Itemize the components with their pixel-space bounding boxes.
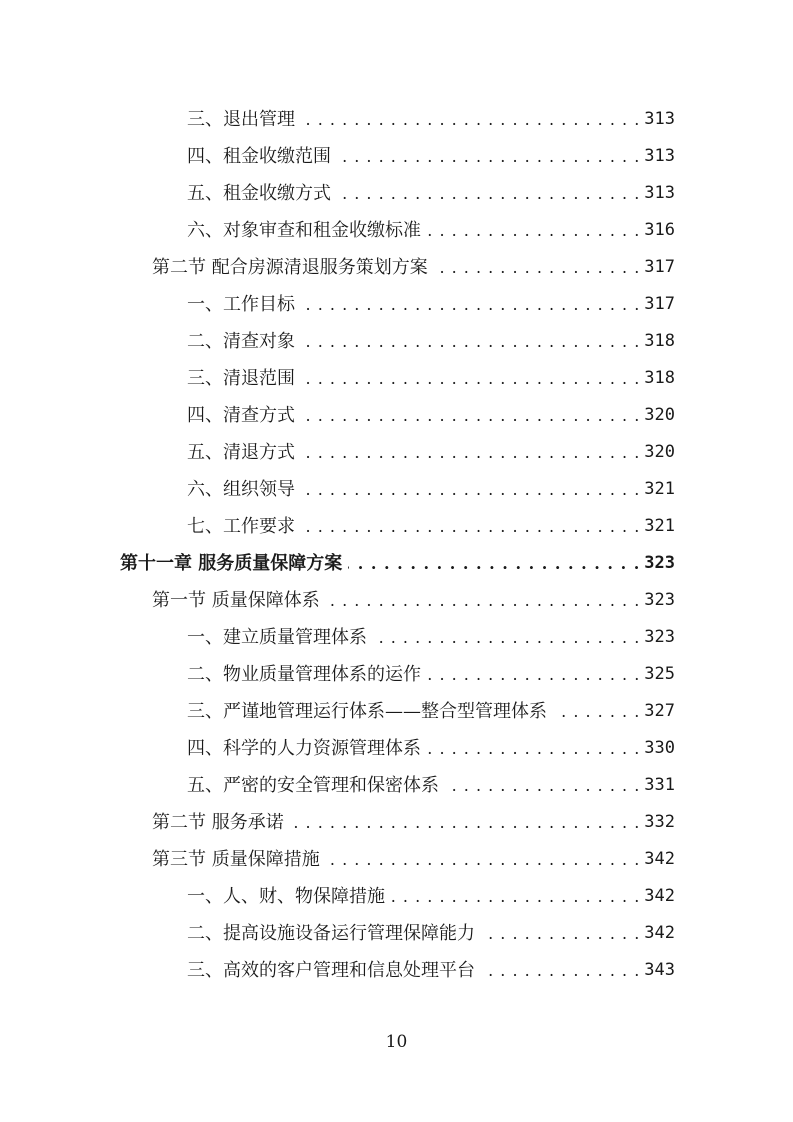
toc-dot-leader xyxy=(427,730,640,767)
toc-entry[interactable] xyxy=(187,619,675,656)
toc-entry-page: 343 xyxy=(644,960,675,980)
toc-entry[interactable] xyxy=(187,730,675,767)
toc-entry[interactable] xyxy=(187,915,675,952)
toc-entry-section[interactable] xyxy=(152,841,675,878)
toc-dot-leader xyxy=(337,138,640,175)
toc-entry-page: 331 xyxy=(644,775,675,795)
toc-dot-leader xyxy=(481,952,640,989)
toc-entry-title: 第三节 质量保障措施 xyxy=(152,849,320,870)
toc-entry-page: 321 xyxy=(644,516,675,536)
toc-entry-page: 325 xyxy=(644,664,675,684)
toc-entry-page: 313 xyxy=(644,109,675,129)
toc-entry-page: 317 xyxy=(644,257,675,277)
toc-entry-page: 342 xyxy=(644,849,675,869)
toc-entry-title: 一、建立质量管理体系 xyxy=(187,627,367,648)
toc-entry-title: 一、人、财、物保障措施 xyxy=(187,886,385,907)
toc-dot-leader xyxy=(301,508,640,545)
toc-entry-page: 313 xyxy=(644,146,675,166)
toc-entry-page: 342 xyxy=(644,923,675,943)
toc-dot-leader xyxy=(301,360,640,397)
toc-entry-page: 316 xyxy=(644,220,675,240)
toc-dot-leader xyxy=(348,545,640,582)
toc-entry[interactable] xyxy=(187,212,675,249)
toc-entry-title: 第一节 质量保障体系 xyxy=(152,590,320,611)
toc-entry-title: 四、租金收缴范围 xyxy=(187,146,331,167)
toc-dot-leader xyxy=(337,175,640,212)
toc-entry[interactable] xyxy=(187,656,675,693)
toc-entry-page: 330 xyxy=(644,738,675,758)
toc-dot-leader xyxy=(427,212,640,249)
toc-entry-title: 第二节 配合房源清退服务策划方案 xyxy=(152,257,428,278)
toc-entry[interactable] xyxy=(187,878,675,915)
toc-entry-title: 三、退出管理 xyxy=(187,109,295,130)
toc-entry[interactable] xyxy=(187,471,675,508)
toc-entry-title: 六、对象审查和租金收缴标准 xyxy=(187,220,421,241)
toc-entry-title: 四、科学的人力资源管理体系 xyxy=(187,738,421,759)
toc-entry-title: 二、提高设施设备运行管理保障能力 xyxy=(187,923,475,944)
toc-dot-leader xyxy=(553,693,640,730)
toc-dot-leader xyxy=(427,656,640,693)
toc-dot-leader xyxy=(373,619,640,656)
toc-dot-leader xyxy=(445,767,640,804)
toc-entry[interactable] xyxy=(187,952,675,989)
toc-entry-title: 二、物业质量管理体系的运作 xyxy=(187,664,421,685)
toc-entry-page: 320 xyxy=(644,405,675,425)
toc-entry-title: 第十一章 服务质量保障方案 xyxy=(120,553,343,574)
toc-entry-page: 342 xyxy=(644,886,675,906)
toc-entry[interactable] xyxy=(187,397,675,434)
toc-entry[interactable] xyxy=(187,175,675,212)
toc-entry-title: 六、组织领导 xyxy=(187,479,295,500)
toc-entry-title: 七、工作要求 xyxy=(187,516,295,537)
toc-dot-leader xyxy=(301,286,640,323)
page-number: 10 xyxy=(385,1032,408,1052)
toc-entry-chapter[interactable] xyxy=(120,545,675,582)
toc-dot-leader xyxy=(434,249,641,286)
toc-entry-title: 三、清退范围 xyxy=(187,368,295,389)
toc-entry-title: 第二节 服务承诺 xyxy=(152,812,284,833)
toc-entry[interactable] xyxy=(187,360,675,397)
toc-entry[interactable] xyxy=(187,323,675,360)
toc-entry[interactable] xyxy=(187,693,675,730)
toc-entry-title: 五、严密的安全管理和保密体系 xyxy=(187,775,439,796)
toc-entry-page: 323 xyxy=(644,627,675,647)
toc-entry-section[interactable] xyxy=(152,582,675,619)
toc-entry-page: 323 xyxy=(644,590,675,610)
toc-dot-leader xyxy=(301,101,640,138)
toc-dot-leader xyxy=(326,841,641,878)
toc-dot-leader xyxy=(301,397,640,434)
toc-entry-title: 三、严谨地管理运行体系——整合型管理体系 xyxy=(187,701,547,722)
toc-entry-page: 318 xyxy=(644,368,675,388)
toc-dot-leader xyxy=(301,323,640,360)
toc-entry[interactable] xyxy=(187,286,675,323)
toc-entry-page: 323 xyxy=(644,553,675,573)
toc-entry-page: 318 xyxy=(644,331,675,351)
toc-entry[interactable] xyxy=(187,138,675,175)
toc-dot-leader xyxy=(326,582,641,619)
toc-entry-title: 一、工作目标 xyxy=(187,294,295,315)
toc-entry[interactable] xyxy=(187,767,675,804)
toc-entry-title: 四、清查方式 xyxy=(187,405,295,426)
toc-entry-title: 五、租金收缴方式 xyxy=(187,183,331,204)
toc-entry-title: 二、清查对象 xyxy=(187,331,295,352)
toc-dot-leader xyxy=(391,878,640,915)
toc-entry[interactable] xyxy=(187,508,675,545)
toc-dot-leader xyxy=(301,434,640,471)
toc-entry-title: 三、高效的客户管理和信息处理平台 xyxy=(187,960,475,981)
toc-entry-section[interactable] xyxy=(152,249,675,286)
toc-entry-page: 320 xyxy=(644,442,675,462)
toc-entry-page: 321 xyxy=(644,479,675,499)
toc-entry-title: 五、清退方式 xyxy=(187,442,295,463)
toc-entry-page: 327 xyxy=(644,701,675,721)
toc-entry[interactable] xyxy=(187,101,675,138)
toc-entry-page: 313 xyxy=(644,183,675,203)
toc-entry[interactable] xyxy=(187,434,675,471)
toc-dot-leader xyxy=(481,915,640,952)
toc-entry-section[interactable] xyxy=(152,804,675,841)
toc-entry-page: 317 xyxy=(644,294,675,314)
toc-entry-page: 332 xyxy=(644,812,675,832)
toc-dot-leader xyxy=(290,804,641,841)
toc-dot-leader xyxy=(301,471,640,508)
